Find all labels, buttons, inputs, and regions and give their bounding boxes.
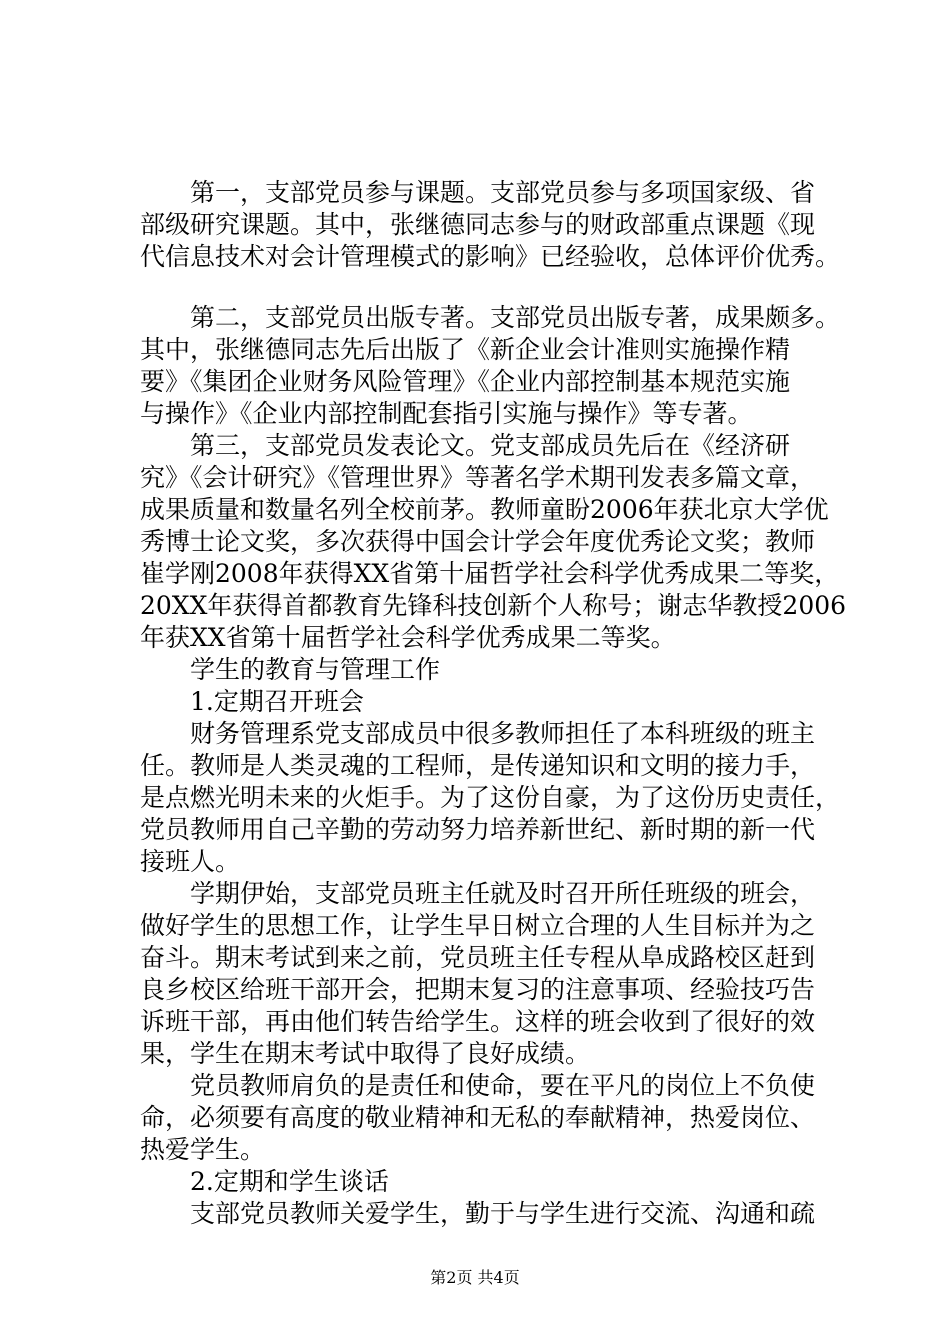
text-line: 财务管理系党支部成员中很多教师担任了本科班级的班主 xyxy=(140,719,816,748)
text-line: 命，必须要有高度的敬业精神和无私的奉献精神，热爱岗位、 xyxy=(140,1103,816,1132)
text-line: 学期伊始，支部党员班主任就及时召开所任班级的班会， xyxy=(140,879,816,908)
text-line: 其中，张继德同志先后出版了《新企业会计准则实施操作精 xyxy=(140,335,791,364)
text-line: 支部党员教师关爱学生，勤于与学生进行交流、沟通和疏 xyxy=(140,1199,816,1228)
text-line: 诉班干部，再由他们转告给学生。这样的班会收到了很好的效 xyxy=(140,1007,816,1036)
text-line: 20XX年获得首都教育先锋科技创新个人称号；谢志华教授2006 xyxy=(140,591,847,620)
text-line: 究》《会计研究》《管理世界》等著名学术期刊发表多篇文章， xyxy=(140,463,816,492)
text-line: 成果质量和数量名列全校前茅。教师童盼2006年获北京大学优 xyxy=(140,495,829,524)
text-line: 第二，支部党员出版专著。支部党员出版专著，成果颇多。 xyxy=(140,303,841,332)
text-line: 年获XX省第十届哲学社会科学优秀成果二等奖。 xyxy=(140,623,676,652)
text-line: 是点燃光明未来的火炬手。为了这份自豪，为了这份历史责任， xyxy=(140,783,841,812)
text-line: 秀博士论文奖，多次获得中国会计学会年度优秀论文奖；教师 xyxy=(140,527,816,556)
text-line: 要》《集团企业财务风险管理》《企业内部控制基本规范实施 xyxy=(140,367,791,396)
text-line: 代信息技术对会计管理模式的影响》已经验收，总体评价优秀。 xyxy=(140,242,841,271)
text-line: 党员教师肩负的是责任和使命，要在平凡的岗位上不负使 xyxy=(140,1071,816,1100)
text-line: 第三，支部党员发表论文。党支部成员先后在《经济研 xyxy=(140,431,791,460)
text-line: 良乡校区给班干部开会，把期末复习的注意事项、经验技巧告 xyxy=(140,975,816,1004)
text-line: 与操作》《企业内部控制配套指引实施与操作》等专著。 xyxy=(140,399,753,428)
text-line: 1.定期召开班会 xyxy=(140,687,364,716)
text-line: 2.定期和学生谈话 xyxy=(140,1167,389,1196)
text-line: 第一，支部党员参与课题。支部党员参与多项国家级、省 xyxy=(140,178,816,207)
text-line: 党员教师用自己辛勤的劳动努力培养新世纪、新时期的新一代 xyxy=(140,815,816,844)
text-line: 接班人。 xyxy=(140,847,241,876)
text-line: 任。教师是人类灵魂的工程师，是传递知识和文明的接力手， xyxy=(140,751,816,780)
text-line: 部级研究课题。其中，张继德同志参与的财政部重点课题《现 xyxy=(140,210,816,239)
text-line: 果，学生在期末考试中取得了良好成绩。 xyxy=(140,1039,591,1068)
text-line: 崔学刚2008年获得XX省第十届哲学社会科学优秀成果二等奖， xyxy=(140,559,840,588)
text-line: 热爱学生。 xyxy=(140,1135,266,1164)
text-line: 奋斗。期末考试到来之前，党员班主任专程从阜成路校区赶到 xyxy=(140,943,816,972)
page-number-footer: 第2页 共4页 xyxy=(430,1268,520,1287)
text-line: 学生的教育与管理工作 xyxy=(140,655,441,684)
text-line: 做好学生的思想工作，让学生早日树立合理的人生目标并为之 xyxy=(140,911,816,940)
